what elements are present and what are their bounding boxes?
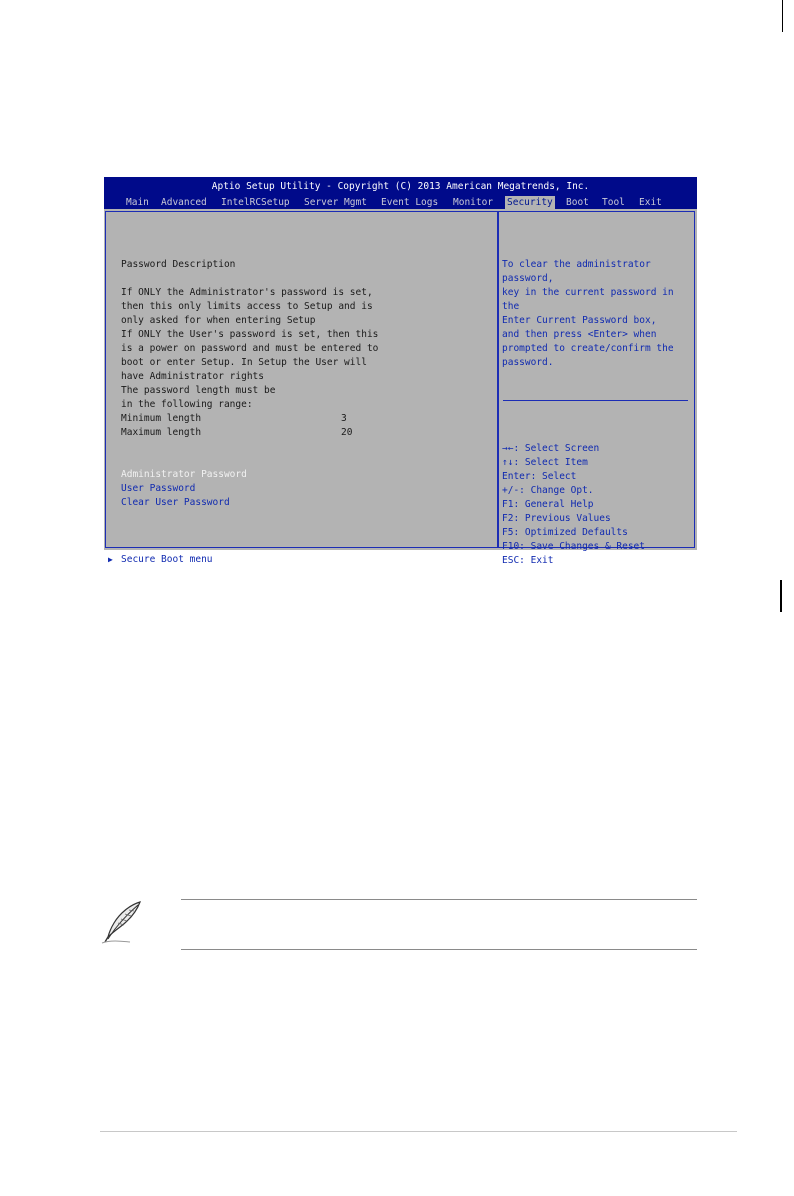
key-help-save-reset: F10: Save Changes & Reset	[502, 541, 645, 552]
help-text-line: and then press <Enter> when	[502, 329, 657, 340]
menu-main[interactable]: Main	[126, 197, 149, 208]
menu-advanced[interactable]: Advanced	[161, 197, 207, 208]
max-length-value: 20	[341, 427, 353, 438]
menu-tool[interactable]: Tool	[602, 197, 625, 208]
key-help-optimized-defaults: F5: Optimized Defaults	[502, 527, 628, 538]
min-length-label: Minimum length	[121, 413, 202, 424]
min-length-value: 3	[341, 413, 347, 424]
description-line: then this only limits access to Setup and is	[121, 301, 373, 312]
page-edge-mark	[782, 0, 783, 32]
description-line: If ONLY the User's password is set, then this	[121, 329, 379, 340]
help-text-line: the	[502, 301, 520, 312]
note-rule-top	[181, 899, 697, 900]
max-length-label: Maximum length	[121, 427, 202, 438]
menu-security[interactable]: Security	[507, 197, 553, 208]
key-help-change-opt: +/-: Change Opt.	[502, 485, 594, 496]
key-help-select-screen: →←: Select Screen	[502, 443, 600, 454]
administrator-password-item[interactable]: Administrator Password	[121, 469, 247, 480]
bios-menu-bar	[104, 196, 697, 209]
description-line: have Administrator rights	[121, 371, 264, 382]
key-help-general-help: F1: General Help	[502, 499, 594, 510]
help-text-line: Enter Current Password box,	[502, 315, 657, 326]
menu-exit[interactable]: Exit	[639, 197, 662, 208]
help-panel	[498, 211, 695, 566]
bios-header	[104, 177, 697, 209]
description-line: The password length must be	[121, 385, 276, 396]
menu-event-logs[interactable]: Event Logs	[381, 197, 439, 208]
bios-setup-screen	[104, 177, 697, 566]
help-text-line: key in the current password in	[502, 287, 674, 298]
menu-boot[interactable]: Boot	[566, 197, 589, 208]
description-line: only asked for when entering Setup	[121, 315, 316, 326]
help-text-line: password.	[502, 357, 554, 368]
quill-pen-icon	[100, 899, 144, 945]
description-line: If ONLY the Administrator's password is set,	[121, 287, 373, 298]
submenu-arrow-icon: ▶	[108, 555, 113, 564]
page-edge-mark	[780, 580, 782, 612]
help-text-line: password,	[502, 273, 554, 284]
clear-user-password-item[interactable]: Clear User Password	[121, 497, 230, 508]
key-help-previous-values: F2: Previous Values	[502, 513, 611, 524]
menu-server-mgmt[interactable]: Server Mgmt	[304, 197, 367, 208]
menu-monitor[interactable]: Monitor	[453, 197, 494, 208]
password-description-heading: Password Description	[121, 259, 236, 270]
menu-intelrcsetup[interactable]: IntelRCSetup	[221, 197, 290, 208]
bios-title: Aptio Setup Utility - Copyright (C) 2013 American Megatrends, Inc.	[211, 181, 590, 192]
help-text-line: To clear the administrator	[502, 259, 651, 270]
description-line: in the following range:	[121, 399, 253, 410]
key-help-select-item: ↑↓: Select Item	[502, 457, 588, 468]
footer-rule	[100, 1131, 737, 1132]
note-rule-bottom	[181, 949, 697, 950]
settings-panel	[105, 211, 498, 565]
key-help-enter: Enter: Select	[502, 471, 577, 482]
description-line: boot or enter Setup. In Setup the User will	[121, 357, 367, 368]
secure-boot-menu-item[interactable]: Secure Boot menu	[121, 554, 213, 565]
description-line: is a power on password and must be entered to	[121, 343, 379, 354]
key-help-exit: ESC: Exit	[502, 555, 554, 566]
user-password-item[interactable]: User Password	[121, 483, 196, 494]
help-divider	[503, 400, 688, 401]
help-text-line: prompted to create/confirm the	[502, 343, 674, 354]
